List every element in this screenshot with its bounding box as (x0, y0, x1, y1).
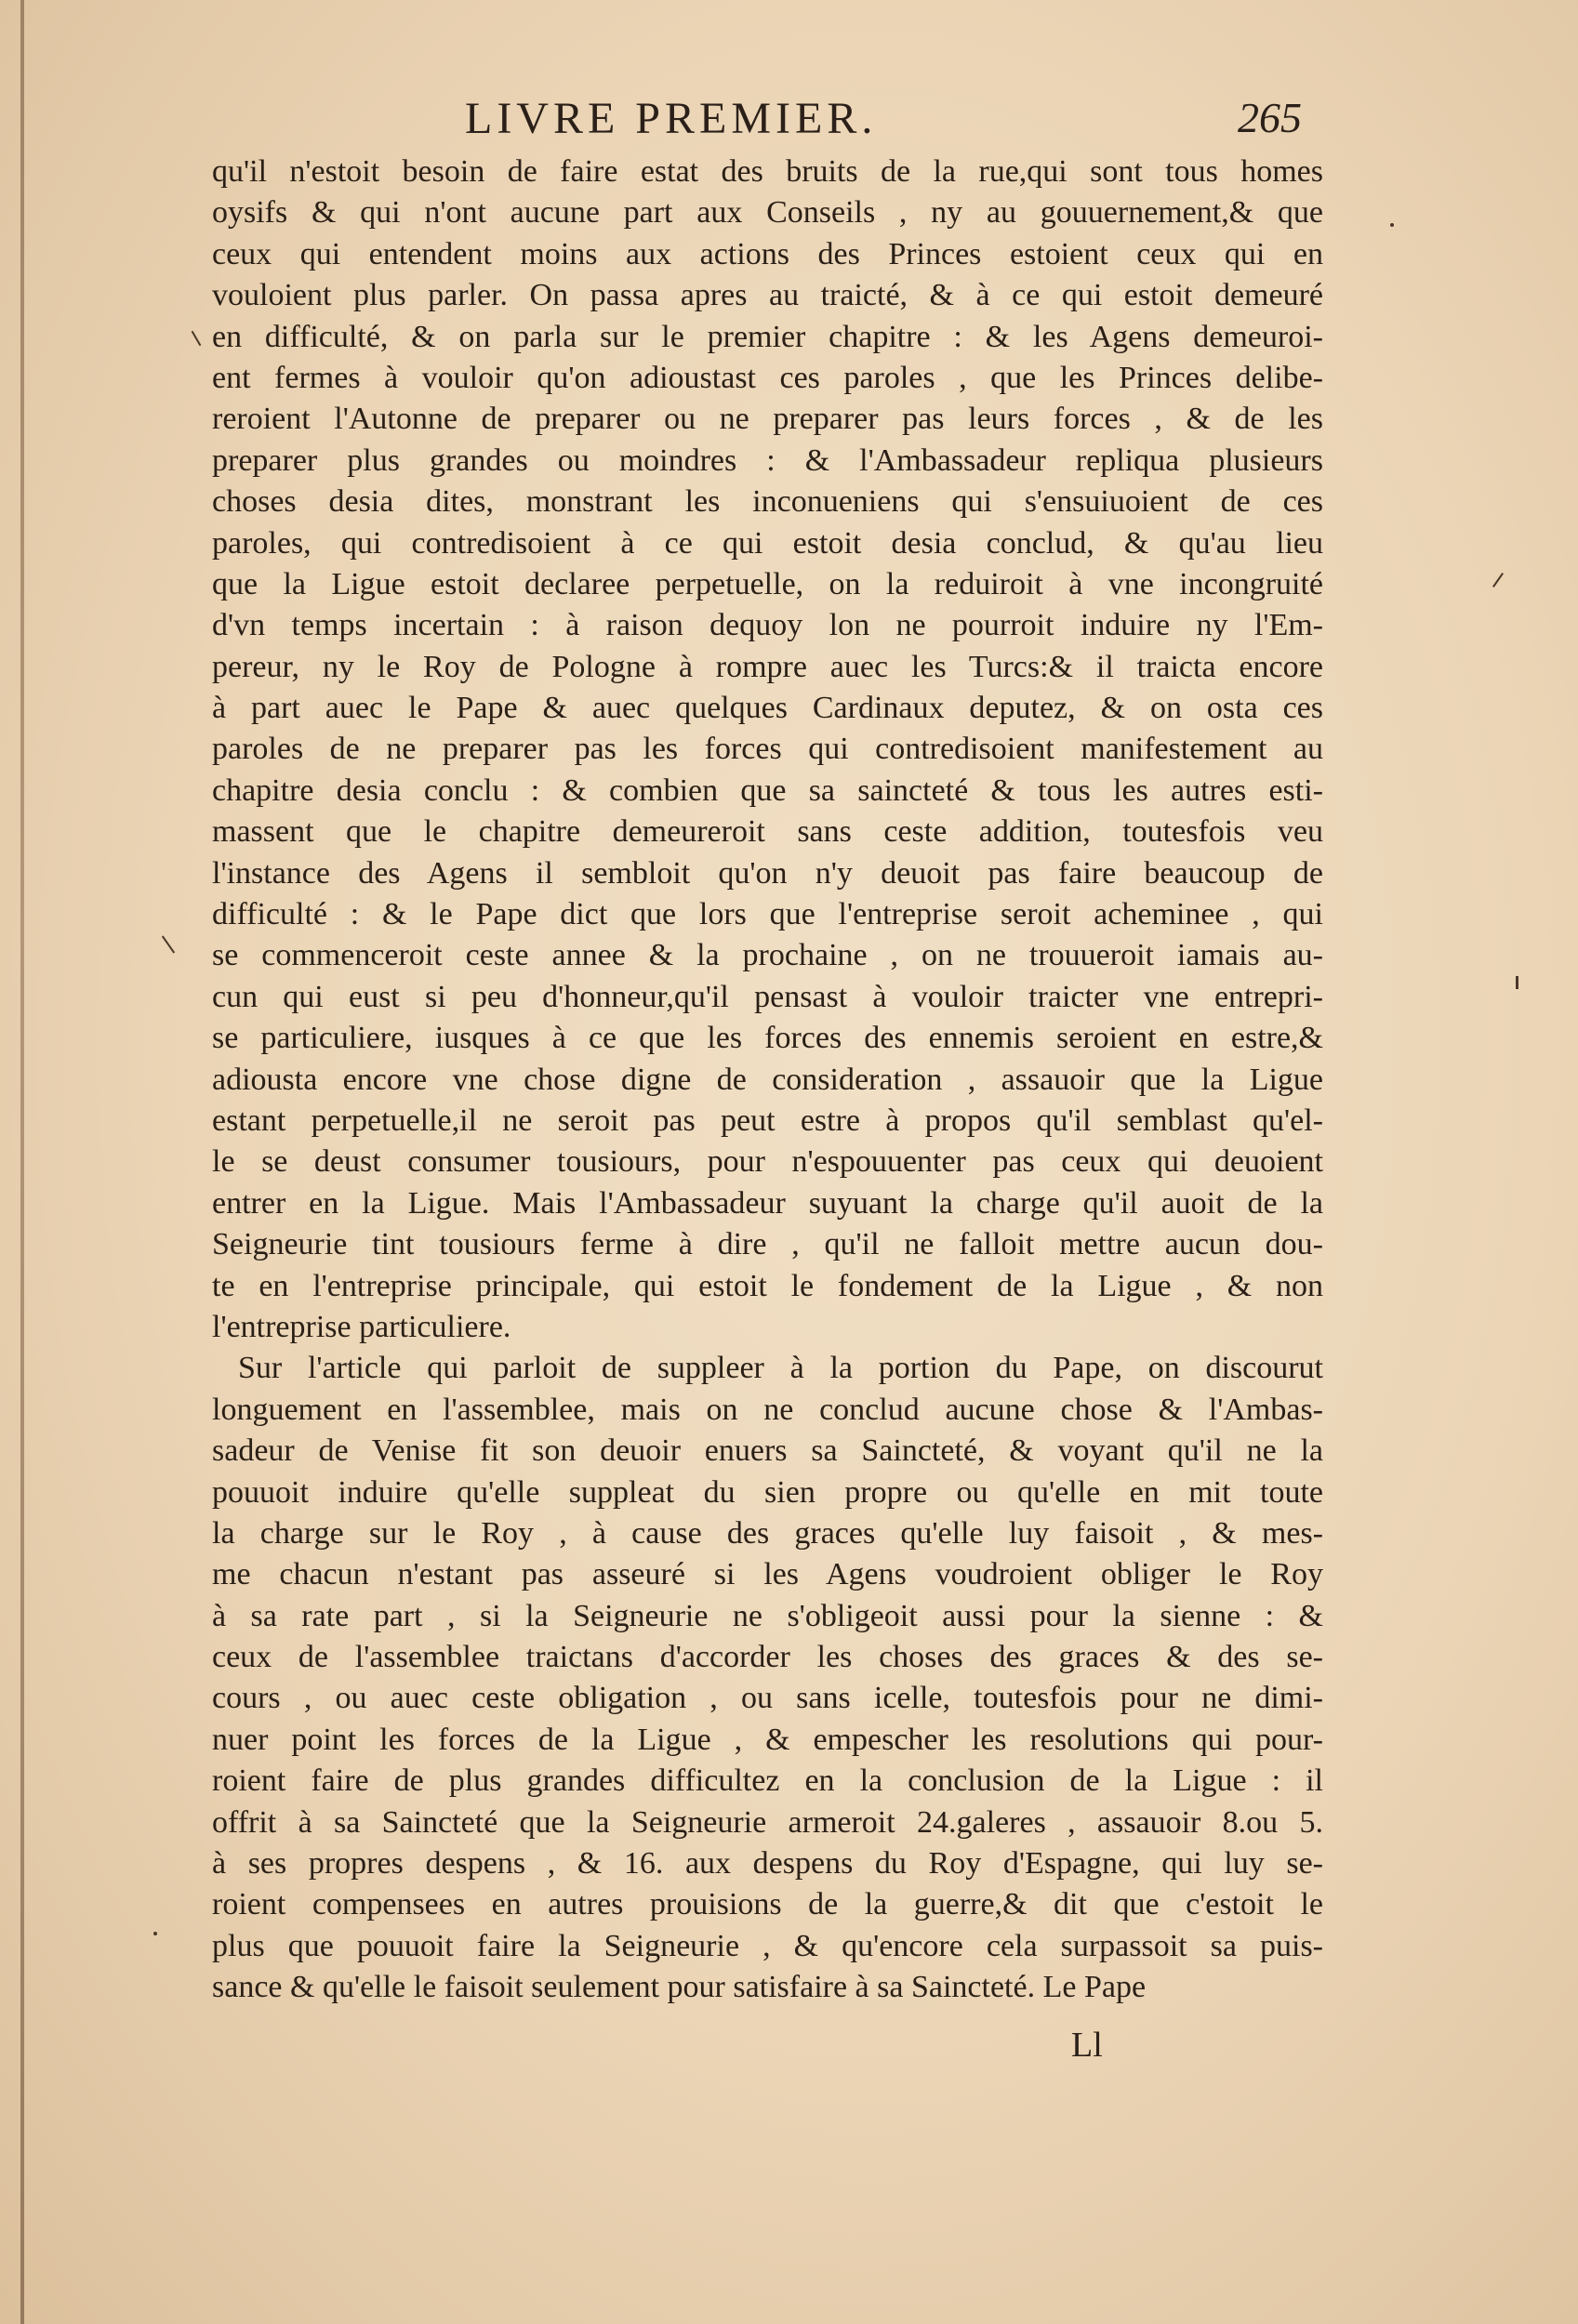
text-line: paroles de ne preparer pas les forces qui contredisoient manifestement au (212, 732, 1323, 767)
text-line: se commenceroit ceste annee & la prochaine , on ne trouueroit iamais au- (212, 938, 1323, 973)
margin-speck (1390, 223, 1394, 227)
paragraph-start-line: Sur l'article qui parloit de suppleer à la portion du Pape, on discourut (238, 1351, 1323, 1386)
text-line: adiousta encore vne chose digne de consideration , assauoir que la Ligue (212, 1062, 1323, 1097)
text-line: offrit à sa Saincteté que la Seigneurie armeroit 24.galeres , assauoir 8.ou 5. (212, 1804, 1323, 1840)
text-line: à part auec le Pape & auec quelques Cardinaux deputez, & on osta ces (212, 691, 1323, 726)
gathering-signature: Ll (1071, 2026, 1103, 2065)
text-line: ent fermes à vouloir qu'on adioustast ces paroles , que les Princes delibe- (212, 360, 1323, 395)
page-number: 265 (1238, 94, 1302, 141)
margin-speck (1492, 573, 1504, 588)
text-line: que la Ligue estoit declaree perpetuelle, on la reduiroit à vne incongruité (212, 566, 1323, 601)
text-line: roient faire de plus grandes difficultez en la conclusion de la Ligue : il (212, 1763, 1323, 1799)
text-line: estant perpetuelle,il ne seroit pas peut estre à propos qu'il semblast qu'el- (212, 1103, 1323, 1138)
text-line: sadeur de Venise fit son deuoir enuers sa Saincteté, & voyant qu'il ne la (212, 1433, 1323, 1469)
margin-speck (162, 935, 175, 953)
text-line: vouloient plus parler. On passa apres au traicté, & à ce qui estoit demeuré (212, 278, 1323, 313)
text-line: nuer point les forces de la Ligue , & empescher les resolutions qui pour- (212, 1722, 1323, 1757)
margin-speck (1516, 976, 1518, 989)
text-line: longuement en l'assemblee, mais on ne conclud aucune chose & l'Ambas- (212, 1392, 1323, 1427)
text-line: massent que le chapitre demeureroit sans ceste addition, toutesfois veu (212, 814, 1323, 850)
running-title: LIVRE PREMIER. (465, 94, 878, 143)
text-line: oysifs & qui n'ont aucune part aux Conseils , ny au gouuernement,& que (212, 195, 1323, 231)
text-line: me chacun n'estant pas asseuré si les Agens voudroient obliger le Roy (212, 1557, 1323, 1592)
text-line: pouuoit induire qu'elle suppleat du sien propre ou qu'elle en mit toute (212, 1474, 1323, 1510)
text-line: pereur, ny le Roy de Pologne à rompre auec les Turcs:& il traicta encore (212, 649, 1323, 684)
text-line: reroient l'Autonne de preparer ou ne preparer pas leurs forces , & de les (212, 402, 1323, 437)
margin-speck (192, 331, 202, 347)
text-line: plus que pouuoit faire la Seigneurie , & qu'encore cela surpassoit sa puis- (212, 1928, 1323, 1963)
running-head (465, 93, 1302, 158)
text-line: qu'il n'estoit besoin de faire estat des bruits de la rue,qui sont tous homes (212, 154, 1323, 189)
text-line: l'entreprise particuliere. (212, 1309, 511, 1344)
text-line: à sa rate part , si la Seigneurie ne s'obligeoit aussi pour la sienne : & (212, 1598, 1323, 1633)
text-line: en difficulté, & on parla sur le premier chapitre : & les Agens demeuroi- (212, 319, 1323, 354)
text-line: choses desia dites, monstrant les inconueniens qui s'ensuiuoient de ces (212, 484, 1323, 520)
text-line: paroles, qui contredisoient à ce qui estoit desia conclud, & qu'au lieu (212, 525, 1323, 561)
text-line: se particuliere, iusques à ce que les forces des ennemis seroient en estre,& (212, 1021, 1323, 1056)
text-line: difficulté : & le Pape dict que lors que l'entreprise seroit acheminee , qui (212, 897, 1323, 932)
text-line: l'instance des Agens il sembloit qu'on n'y deuoit pas faire beaucoup de (212, 855, 1323, 891)
text-line: cours , ou auec ceste obligation , ou sans icelle, toutesfois pour ne dimi- (212, 1681, 1323, 1716)
text-line: le se deust consumer tousiours, pour n'espouuenter pas ceux qui deuoient (212, 1144, 1323, 1180)
margin-speck (153, 1932, 157, 1935)
page-gutter-edge (20, 0, 24, 2324)
text-line: ceux de l'assemblee traictans d'accorder les choses des graces & des se- (212, 1640, 1323, 1675)
text-line: chapitre desia conclu : & combien que sa saincteté & tous les autres esti- (212, 772, 1323, 808)
text-line: la charge sur le Roy , à cause des graces qu'elle luy faisoit , & mes- (212, 1515, 1323, 1551)
text-line: te en l'entreprise principale, qui estoit le fondement de la Ligue , & non (212, 1268, 1323, 1303)
text-line: roient compensees en autres prouisions de la guerre,& dit que c'estoit le (212, 1887, 1323, 1922)
text-line: entrer en la Ligue. Mais l'Ambassadeur suyuant la charge qu'il auoit de la (212, 1185, 1323, 1221)
text-line: ceux qui entendent moins aux actions des Princes estoient ceux qui en (212, 236, 1323, 271)
text-line: preparer plus grandes ou moindres : & l'Ambassadeur repliqua plusieurs (212, 442, 1323, 478)
text-line: Seigneurie tint tousiours ferme à dire , qu'il ne falloit mettre aucun dou- (212, 1227, 1323, 1262)
text-line: cun qui eust si peu d'honneur,qu'il pensast à vouloir traicter vne entrepri- (212, 979, 1323, 1014)
text-line: d'vn temps incertain : à raison dequoy lon ne pourroit induire ny l'Em- (212, 608, 1323, 643)
text-line: à ses propres despens , & 16. aux despens du Roy d'Espagne, qui luy se- (212, 1846, 1323, 1882)
text-line: sance & qu'elle le faisoit seulement pour satisfaire à sa Saincteté. Le Pape (212, 1970, 1147, 2005)
body-text (212, 152, 1323, 2009)
